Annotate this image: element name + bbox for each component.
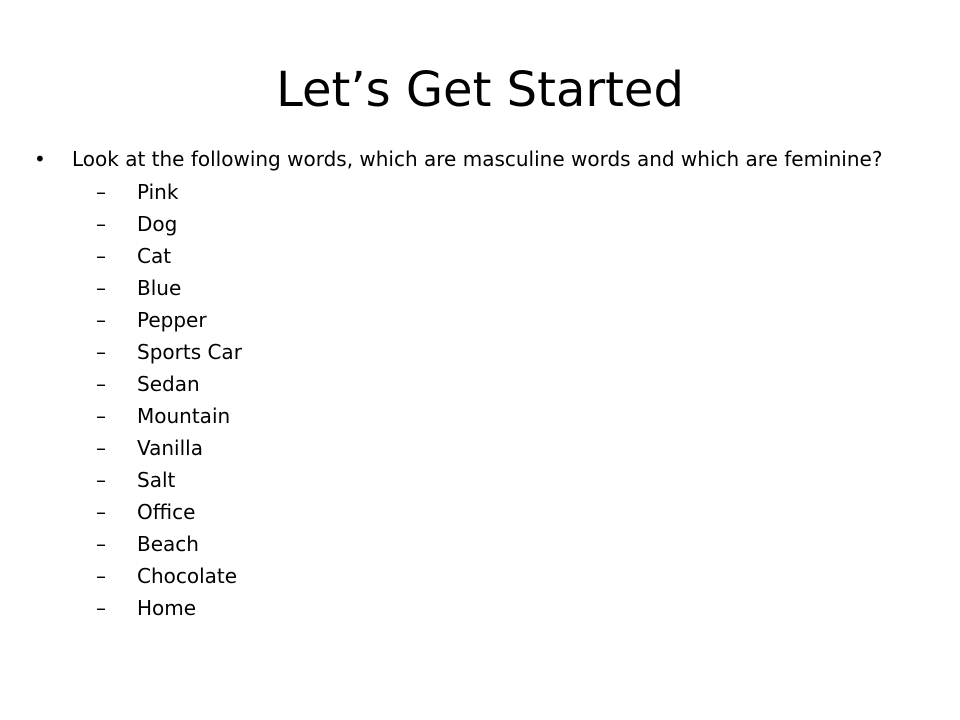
list-item [34, 176, 914, 208]
list-item [34, 432, 914, 464]
list-item [34, 464, 914, 496]
list-item [34, 336, 914, 368]
list-item-word: Pink [137, 180, 179, 204]
dash-icon: – [96, 404, 106, 428]
dash-icon: – [96, 500, 106, 524]
list-item [34, 272, 914, 304]
list-item [34, 400, 914, 432]
word-list [34, 176, 914, 624]
list-item [34, 368, 914, 400]
dash-icon: – [96, 372, 106, 396]
list-item [34, 528, 914, 560]
list-item-word: Sports Car [137, 340, 242, 364]
dash-icon: – [96, 564, 106, 588]
list-item [34, 496, 914, 528]
dash-icon: – [96, 468, 106, 492]
main-bullet [34, 146, 914, 172]
dash-icon: – [96, 308, 106, 332]
list-item [34, 304, 914, 336]
dash-icon: – [96, 212, 106, 236]
list-item-word: Sedan [137, 372, 200, 396]
bullet-icon: • [34, 147, 46, 171]
list-item-word: Salt [137, 468, 176, 492]
list-item [34, 208, 914, 240]
list-item-word: Home [137, 596, 197, 620]
slide-body [34, 146, 914, 624]
slide-title: Let’s Get Started [276, 62, 684, 118]
dash-icon: – [96, 532, 106, 556]
list-item [34, 240, 914, 272]
dash-icon: – [96, 180, 106, 204]
dash-icon: – [96, 340, 106, 364]
list-item-word: Mountain [137, 404, 231, 428]
list-item [34, 560, 914, 592]
list-item-word: Cat [137, 244, 172, 268]
list-item-word: Office [137, 500, 196, 524]
list-item-word: Dog [137, 212, 178, 236]
dash-icon: – [96, 596, 106, 620]
list-item-word: Pepper [137, 308, 207, 332]
dash-icon: – [96, 244, 106, 268]
list-item [34, 592, 914, 624]
dash-icon: – [96, 436, 106, 460]
main-bullet-text: Look at the following words, which are masculine words and which are feminine? [72, 147, 883, 171]
list-item-word: Blue [137, 276, 182, 300]
list-item-word: Beach [137, 532, 199, 556]
dash-icon: – [96, 276, 106, 300]
list-item-word: Vanilla [137, 436, 203, 460]
list-item-word: Chocolate [137, 564, 238, 588]
